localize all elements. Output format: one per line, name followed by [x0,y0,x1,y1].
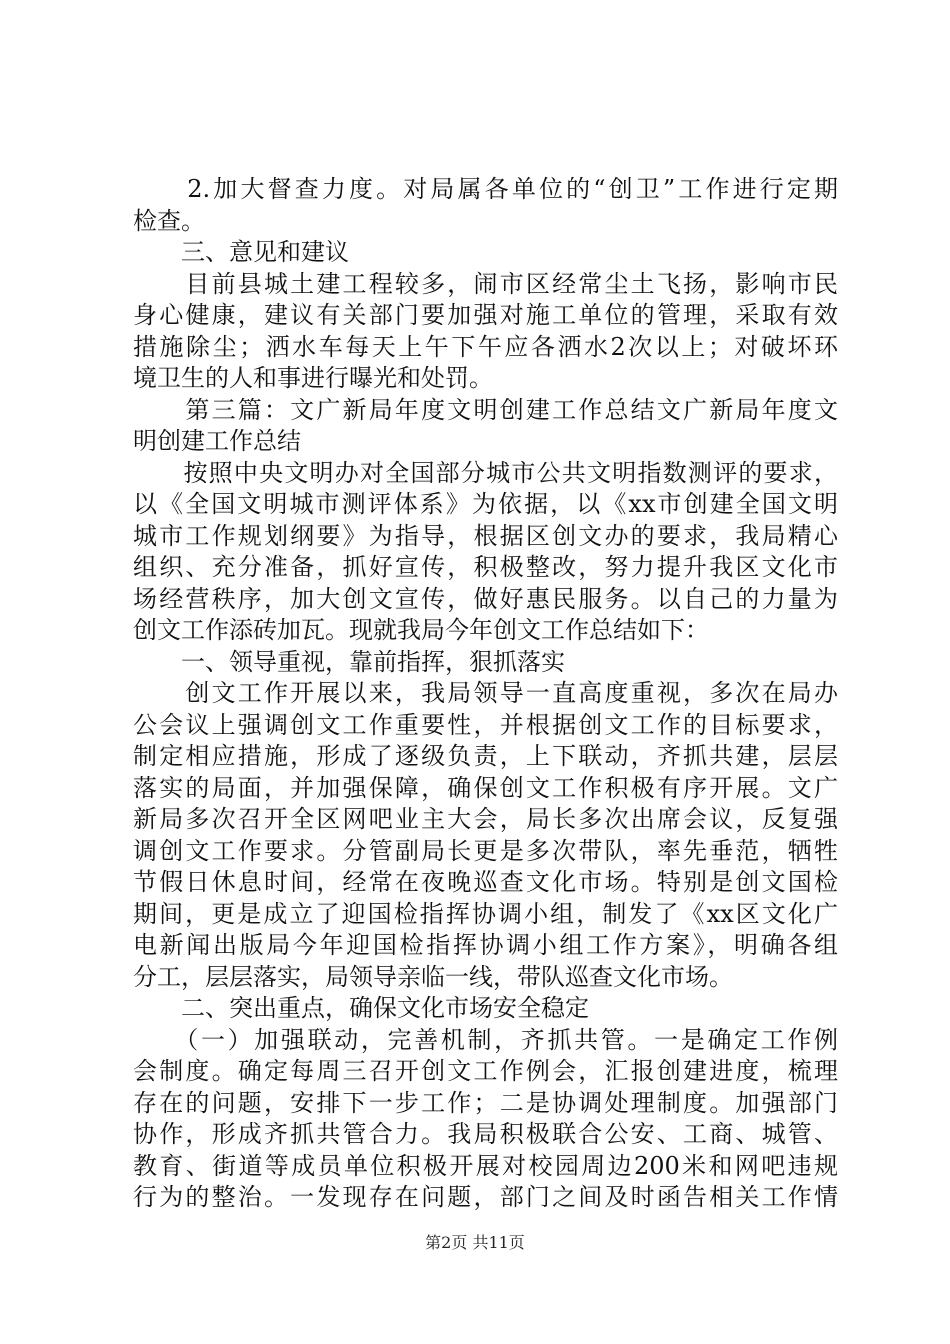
text-line: 三、意见和建议 [133,238,349,266]
text-line: 调创文工作要求。分管副局长更是多次带队，率先垂范，牺牲 [133,836,838,865]
text-line: 境卫生的人和事进行曝光和处罚。 [133,364,493,392]
text-line: 会制度。确定每周三召开创文工作例会，汇报创建进度，梳理 [133,1057,838,1085]
text-line: 教育、街道等成员单位积极开展对校园周边200米和网吧违规 [133,1151,838,1180]
text-line: 组织、充分准备，抓好宣传，积极整改，努力提升我区文化市 [133,553,838,581]
text-line: 落实的局面，并加强保障，确保创文工作积极有序开展。文广 [133,773,838,802]
text-line: 行为的整治。一发现存在问题，部门之间及时函告相关工作情 [133,1183,838,1211]
document-body [133,174,838,1214]
text-line: 2.加大督查力度。对局属各单位的“创卫”工作进行定期 [133,175,838,203]
text-line: 创文工作开展以来，我局领导一直高度重视，多次在局办 [133,679,838,707]
text-line: 场经营秩序，加大创文宣传，做好惠民服务。以自己的力量为 [133,584,838,613]
text-line: 期间，更是成立了迎国检指挥协调小组，制发了《xx区文化广 [133,899,838,928]
text-line: 城市工作规划纲要》为指导，根据区创文办的要求，我局精心 [133,521,838,550]
text-line: 创文工作添砖加瓦。现就我局今年创文工作总结如下： [133,616,709,644]
text-line: 检查。 [133,206,205,235]
text-line: 以《全国文明城市测评体系》为依据，以《xx市创建全国文明 [133,490,838,518]
text-line: 措施除尘；洒水车每天上午下午应各洒水2次以上；对破坏环 [133,332,838,361]
text-line: 存在的问题，安排下一步工作；二是协调处理制度。加强部门 [133,1088,838,1117]
text-line: 分工，层层落实，局领导亲临一线，带队巡查文化市场。 [133,962,733,991]
text-line: 明创建工作总结 [133,427,301,455]
text-line: 身心健康，建议有关部门要加强对施工单位的管理，采取有效 [133,301,838,329]
text-line: 目前县城土建工程较多，闹市区经常尘土飞扬，影响市民 [133,269,838,298]
text-line: 协作，形成齐抓共管合力。我局积极联合公安、工商、城管、 [133,1120,838,1148]
text-line: 二、突出重点，确保文化市场安全稳定 [133,994,589,1022]
text-line: 制定相应措施，形成了逐级负责，上下联动，齐抓共建，层层 [133,742,838,770]
text-line: 一、领导重视，靠前指挥，狠抓落实 [133,647,565,676]
text-line: 新局多次召开全区网吧业主大会，局长多次出席会议，反复强 [133,805,838,833]
text-line: 电新闻出版局今年迎国检指挥协调小组工作方案》，明确各组 [133,931,838,959]
text-line: 节假日休息时间，经常在夜晚巡查文化市场。特别是创文国检 [133,868,838,896]
text-line: 公会议上强调创文工作重要性，并根据创文工作的目标要求， [133,710,838,739]
text-line: 按照中央文明办对全国部分城市公共文明指数测评的要求， [133,458,838,487]
text-line: 第三篇：文广新局年度文明创建工作总结文广新局年度文 [133,395,838,424]
page-footer: 第2页 共11页 [425,1233,525,1252]
text-line: （一）加强联动，完善机制，齐抓共管。一是确定工作例 [133,1025,838,1054]
